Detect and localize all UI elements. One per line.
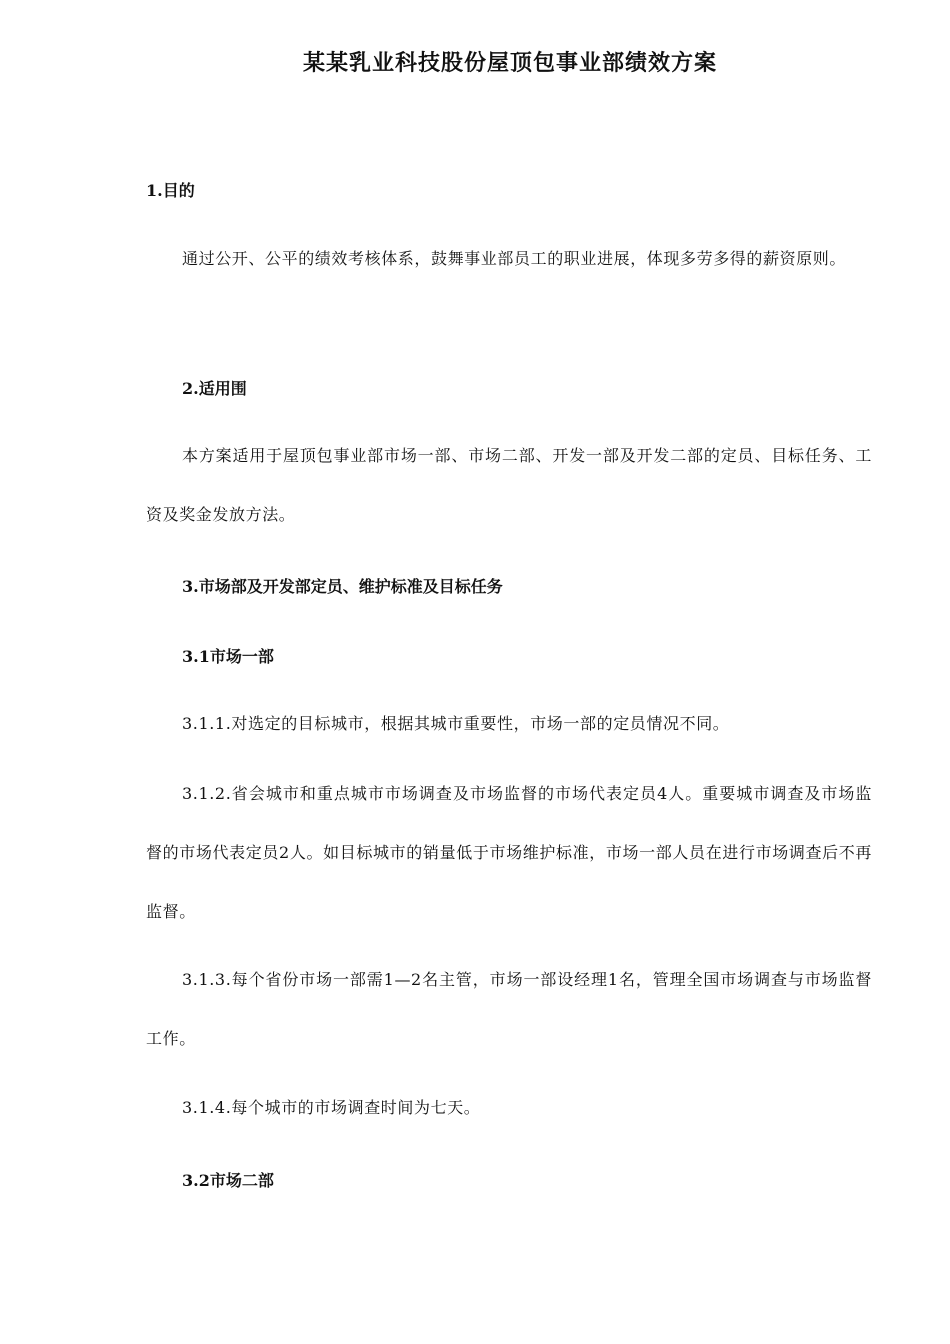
paragraph-3-1-2: 3.1.2.省会城市和重点城市市场调查及市场监督的市场代表定员4人。重要城市调查及市场监督的市场代表定员2人。如目标城市的销量低于市场维护标准，市场一部人员在进行市场调查后不再监督。 xyxy=(146,784,872,921)
document-title: 某某乳业科技股份屋顶包事业部绩效方案 xyxy=(302,50,717,76)
paragraph-purpose: 通过公开、公平的绩效考核体系，鼓舞事业部员工的职业进展，体现多劳多得的薪资原则。 xyxy=(182,249,847,268)
subsection-heading-market-one: 3.1市场一部 xyxy=(182,647,274,666)
section-heading-staffing: 3.市场部及开发部定员、维护标准及目标任务 xyxy=(182,577,503,596)
subsection-heading-market-two: 3.2市场二部 xyxy=(182,1171,274,1190)
section-heading-scope: 2.适用围 xyxy=(182,379,247,398)
section-heading-purpose: 1.目的 xyxy=(146,181,195,200)
paragraph-scope: 本方案适用于屋顶包事业部市场一部、市场二部、开发一部及开发二部的定员、目标任务、工资及奖金发放方法。 xyxy=(146,446,872,524)
paragraph-3-1-3: 3.1.3.每个省份市场一部需1—2名主管，市场一部设经理1名，管理全国市场调查与市场监督工作。 xyxy=(146,970,872,1048)
paragraph-3-1-1: 3.1.1.对选定的目标城市，根据其城市重要性，市场一部的定员情况不同。 xyxy=(182,714,730,733)
paragraph-3-1-4: 3.1.4.每个城市的市场调查时间为七天。 xyxy=(182,1098,481,1117)
